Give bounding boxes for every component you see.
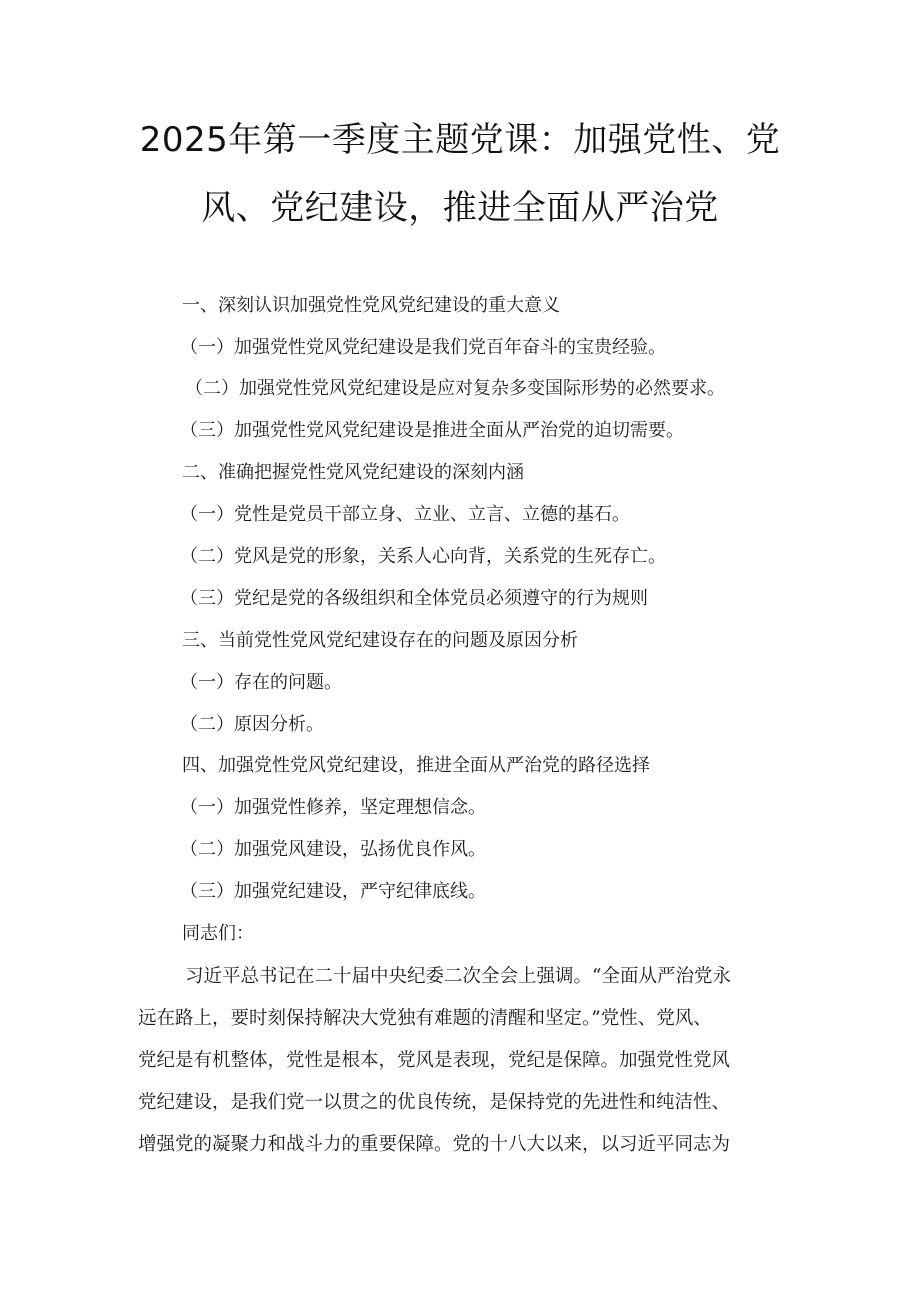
body-paragraph-line: 习近平总书记在二十届中央纪委二次全会上强调。“全面从严治党永 xyxy=(185,966,731,987)
document-title-line-1: 2025年第一季度主题党课：加强党性、党 xyxy=(139,120,781,160)
body-paragraph-line: 党纪建设，是我们党一以贯之的优良传统，是保持党的先进性和纯洁性、 xyxy=(138,1092,731,1113)
outline-heading-2: 二、准确把握党性党风党纪建设的深刻内涵 xyxy=(182,462,524,483)
outline-item: （二）加强党风建设，弘扬优良作风。 xyxy=(180,839,486,860)
outline-item: （二）党风是党的形象，关系人心向背，关系党的生死存亡。 xyxy=(180,546,666,567)
outline-item: （一）党性是党员干部立身、立业、立言、立德的基石。 xyxy=(180,504,630,525)
outline-item: （二）原因分析。 xyxy=(180,714,324,735)
body-paragraph-line: 增强党的凝聚力和战斗力的重要保障。党的十八大以来，以习近平同志为 xyxy=(138,1134,731,1155)
outline-item: （一）加强党性党风党纪建设是我们党百年奋斗的宝贵经验。 xyxy=(180,337,666,358)
document-title-line-2: 风、党纪建设，推进全面从严治党 xyxy=(201,188,719,228)
body-paragraph-line: 党纪是有机整体，党性是根本，党风是表现，党纪是保障。加强党性党风 xyxy=(138,1050,731,1071)
outline-heading-1: 一、深刻认识加强党性党风党纪建设的重大意义 xyxy=(182,295,560,316)
outline-item: （一）存在的问题。 xyxy=(180,672,342,693)
body-paragraph-line: 远在路上，要时刻保持解决大党独有难题的清醒和坚定。”党性、党风、 xyxy=(138,1008,712,1029)
outline-item: （二）加强党性党风党纪建设是应对复杂多变国际形势的必然要求。 xyxy=(185,378,725,399)
salutation: 同志们： xyxy=(182,923,254,944)
outline-item: （三）加强党性党风党纪建设是推进全面从严治党的迫切需要。 xyxy=(180,420,684,441)
outline-heading-3: 三、当前党性党风党纪建设存在的问题及原因分析 xyxy=(182,630,578,651)
outline-item: （一）加强党性修养，坚定理想信念。 xyxy=(180,797,486,818)
outline-item: （三）加强党纪建设，严守纪律底线。 xyxy=(180,881,486,902)
outline-item: （三）党纪是党的各级组织和全体党员必须遵守的行为规则 xyxy=(180,588,648,609)
outline-heading-4: 四、加强党性党风党纪建设，推进全面从严治党的路径选择 xyxy=(182,755,650,776)
